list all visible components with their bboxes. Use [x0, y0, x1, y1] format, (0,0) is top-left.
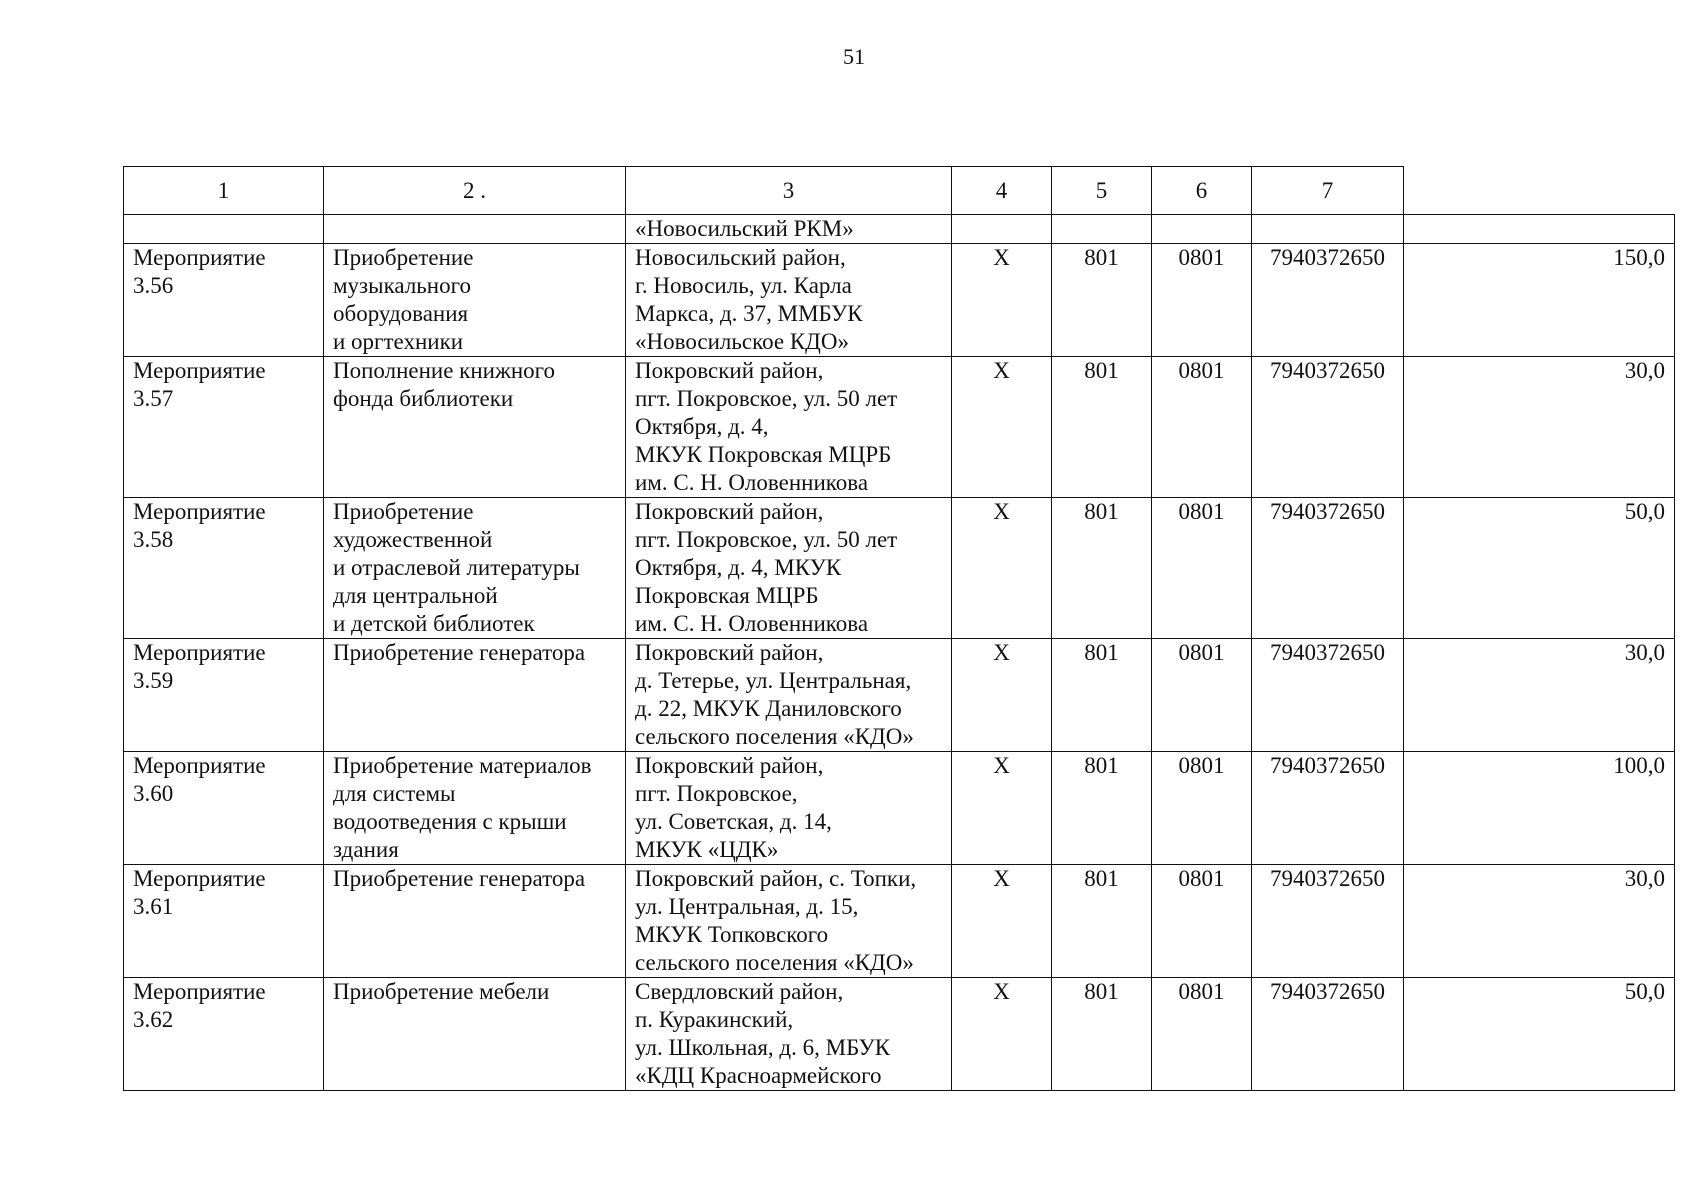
- header-row: [124, 167, 1675, 215]
- cell-col5: 0801: [1152, 865, 1252, 978]
- table-row: [124, 865, 1675, 978]
- cell-id: Мероприятие 3.59: [124, 639, 324, 752]
- cell-col5: 0801: [1152, 978, 1252, 1091]
- header-col-4: 4: [952, 167, 1052, 215]
- cell-col6: 7940372650: [1252, 978, 1404, 1091]
- cell-col4: 801: [1052, 978, 1152, 1091]
- cell-address: Покровский район, д. Тетерье, ул. Центральная, д. 22, МКУК Даниловского сельского поселения «КДО»: [626, 639, 952, 752]
- table-row: [124, 978, 1675, 1091]
- header-col-1: 1: [124, 167, 324, 215]
- cell-col3: Х: [952, 978, 1052, 1091]
- header-col-5: 5: [1052, 167, 1152, 215]
- cell-address: Покровский район, пгт. Покровское, ул. 50 лет Октября, д. 4, МКУК Покровская МЦРБ им. С. Н. Оловенникова: [626, 357, 952, 498]
- cell-id: Мероприятие 3.61: [124, 865, 324, 978]
- cell-name: Пополнение книжного фонда библиотеки: [324, 357, 626, 498]
- cell-col5: 0801: [1152, 639, 1252, 752]
- cell-col7: 30,0: [1404, 639, 1675, 752]
- cell-col5: [1152, 215, 1252, 244]
- cell-col4: 801: [1052, 498, 1152, 639]
- header-col-2: 2 .: [324, 167, 626, 215]
- table-row: [124, 357, 1675, 498]
- cell-address: Покровский район, с. Топки, ул. Центральная, д. 15, МКУК Топковского сельского поселения «КДО»: [626, 865, 952, 978]
- header-col-7: 7: [1252, 167, 1404, 215]
- cell-name: Приобретение генератора: [324, 865, 626, 978]
- cell-col4: 801: [1052, 865, 1152, 978]
- cell-col5: 0801: [1152, 357, 1252, 498]
- activities-table: [123, 166, 1675, 1091]
- cell-col3: Х: [952, 752, 1052, 865]
- cell-id: Мероприятие 3.56: [124, 244, 324, 357]
- cell-col5: 0801: [1152, 498, 1252, 639]
- table-row: [124, 244, 1675, 357]
- cell-col4: 801: [1052, 752, 1152, 865]
- cell-col4: 801: [1052, 244, 1152, 357]
- cell-col7: 50,0: [1404, 498, 1675, 639]
- cell-col6: 7940372650: [1252, 357, 1404, 498]
- cell-address: Новосильский район, г. Новосиль, ул. Карла Маркса, д. 37, ММБУК «Новосильское КДО»: [626, 244, 952, 357]
- cell-address: Покровский район, пгт. Покровское, ул. 50 лет Октября, д. 4, МКУК Покровская МЦРБ им. С. Н. Оловенникова: [626, 498, 952, 639]
- table-row: [124, 498, 1675, 639]
- cell-col7: [1404, 215, 1675, 244]
- cell-col7: 30,0: [1404, 357, 1675, 498]
- cell-col6: 7940372650: [1252, 865, 1404, 978]
- cell-col5: 0801: [1152, 244, 1252, 357]
- cell-col3: Х: [952, 639, 1052, 752]
- cell-col6: 7940372650: [1252, 498, 1404, 639]
- cell-address: Свердловский район, п. Куракинский, ул. Школьная, д. 6, МБУК «КДЦ Красноармейского: [626, 978, 952, 1091]
- cell-name: Приобретение музыкального оборудования и оргтехники: [324, 244, 626, 357]
- table-row: [124, 752, 1675, 865]
- cell-id: Мероприятие 3.58: [124, 498, 324, 639]
- cell-col7: 100,0: [1404, 752, 1675, 865]
- table-row: [124, 639, 1675, 752]
- cell-col7: 30,0: [1404, 865, 1675, 978]
- cell-id: Мероприятие 3.60: [124, 752, 324, 865]
- cell-col6: 7940372650: [1252, 639, 1404, 752]
- cell-name: Приобретение материалов для системы водоотведения с крыши здания: [324, 752, 626, 865]
- cell-name: [324, 215, 626, 244]
- cell-col6: [1252, 215, 1404, 244]
- cell-name: Приобретение мебели: [324, 978, 626, 1091]
- cell-name: Приобретение художественной и отраслевой литературы для центральной и детской библиотек: [324, 498, 626, 639]
- cell-col3: Х: [952, 357, 1052, 498]
- cell-id: Мероприятие 3.62: [124, 978, 324, 1091]
- continuation-row: [124, 215, 1675, 244]
- cell-col6: 7940372650: [1252, 244, 1404, 357]
- cell-id: [124, 215, 324, 244]
- cell-col5: 0801: [1152, 752, 1252, 865]
- cell-col3: Х: [952, 244, 1052, 357]
- cell-col4: [1052, 215, 1152, 244]
- cell-col7: 50,0: [1404, 978, 1675, 1091]
- cell-col3: Х: [952, 498, 1052, 639]
- cell-address: «Новосильский РКМ»: [626, 215, 952, 244]
- header-col-6: 6: [1152, 167, 1252, 215]
- header-col-3: 3: [626, 167, 952, 215]
- cell-name: Приобретение генератора: [324, 639, 626, 752]
- cell-col4: 801: [1052, 357, 1152, 498]
- cell-col6: 7940372650: [1252, 752, 1404, 865]
- cell-id: Мероприятие 3.57: [124, 357, 324, 498]
- cell-col7: 150,0: [1404, 244, 1675, 357]
- cell-col3: [952, 215, 1052, 244]
- cell-address: Покровский район, пгт. Покровское, ул. Советская, д. 14, МКУК «ЦДК»: [626, 752, 952, 865]
- cell-col3: Х: [952, 865, 1052, 978]
- page-number: 51: [843, 44, 865, 69]
- cell-col4: 801: [1052, 639, 1152, 752]
